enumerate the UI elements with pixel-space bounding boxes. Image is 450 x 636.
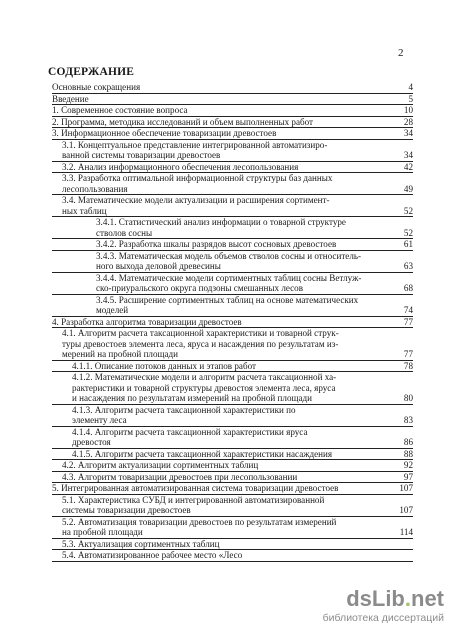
toc-entry-line: 4.1.3. Алгоритм расчета таксационной характеристики по [72, 404, 296, 415]
toc-entry-line: 5. Интегрированная автоматизированная система товаризации древостоев [52, 483, 339, 493]
toc-entry-page: 97 [403, 471, 413, 482]
toc-entry-line: мерений на пробной площади [62, 349, 179, 359]
toc-entry [52, 449, 413, 461]
toc-entry [52, 539, 413, 551]
toc-entry-title [52, 405, 401, 426]
toc-entry-page: 52 [403, 227, 413, 238]
toc-entry-line: ных таблиц [62, 205, 107, 216]
toc-entry-page: 80 [403, 393, 413, 403]
dslib-watermark [323, 588, 444, 624]
toc-entry-title [52, 217, 401, 238]
toc-entry [52, 140, 413, 162]
toc-entry-line: ного выхода деловой древесины [96, 261, 221, 271]
toc-entry-line: элементу леса [72, 415, 127, 425]
toc-entry-line: 4.1.2. Математические модели и алгоритм расчета таксационной ха- [72, 372, 337, 382]
toc-entry-line: рактеристики и товарной структуры древостоя элемента леса, яруса [72, 382, 336, 393]
toc-entry-line: 3.4.4. Математические модели сортиментных таблиц сосны Ветлуж- [96, 272, 362, 283]
toc-entry-page: 83 [403, 415, 413, 425]
table-of-contents [52, 82, 413, 562]
toc-entry-line: Основные сокращения [52, 82, 141, 92]
toc-entry [52, 195, 413, 217]
toc-entry-page: 86 [403, 437, 413, 447]
toc-entry-page: 5 [408, 93, 413, 104]
toc-entry-line: 4. Разработка алгоритма товаризации древостоев [52, 316, 242, 327]
toc-entry [52, 472, 413, 484]
toc-entry-title [52, 539, 410, 550]
toc-entry-line: 3.1. Концептуальное представление интегрированной автоматизиро- [62, 139, 328, 150]
toc-entry-line: лесопользования [62, 183, 128, 194]
toc-entry-title [52, 472, 401, 483]
toc-entry-title [52, 427, 401, 448]
toc-entry-page: 68 [403, 283, 413, 293]
toc-entry [52, 427, 413, 449]
toc-entry-title [52, 117, 401, 128]
toc-entry-page: 10 [403, 105, 413, 115]
toc-entry [52, 117, 413, 129]
toc-entry-line: моделей [96, 305, 129, 315]
toc-entry-line: 3.2. Анализ информационного обеспечения лесопользования [62, 161, 299, 172]
toc-entry-line: 4.1.5. Алгоритм расчета таксационной характеристики насаждения [72, 448, 333, 459]
toc-entry [52, 82, 413, 94]
toc-entry-title [52, 162, 401, 173]
toc-entry [52, 239, 413, 251]
toc-entry [52, 550, 413, 562]
toc-entry [52, 495, 413, 517]
toc-entry-title [52, 82, 405, 93]
toc-entry-page: 77 [403, 316, 413, 327]
toc-entry-page: 74 [403, 305, 413, 315]
toc-entry-title [52, 173, 401, 194]
toc-entry-page: 114 [399, 527, 413, 537]
toc-entry-line: 4.2. Алгоритм актуализации сортиментных таблиц [62, 460, 259, 470]
toc-entry-title [52, 251, 401, 272]
toc-entry-title [52, 361, 401, 372]
toc-entry-title [52, 94, 405, 105]
toc-entry-page: 78 [403, 360, 413, 371]
watermark-logo: dsLib.net [346, 586, 444, 611]
toc-entry [52, 317, 413, 329]
toc-entry-page: 52 [403, 205, 413, 216]
toc-entry-line: 4.3. Алгоритм товаризации древостоев при лесопользовании [62, 471, 298, 482]
toc-entry-line: 2. Программа, методика исследований и объем выполненных работ [52, 116, 314, 127]
toc-entry [52, 94, 413, 106]
toc-entry [52, 105, 413, 117]
toc-entry-line: 4.1. Алгоритм расчета таксационной характеристики и товарной струк- [62, 328, 339, 338]
toc-entry [52, 251, 413, 273]
toc-entry-line: и насаждения по результатам измерений на пробной площади [72, 393, 313, 403]
toc-entry [52, 372, 413, 405]
toc-entry-title [52, 460, 401, 471]
toc-entry-title [52, 239, 401, 250]
toc-entry [52, 483, 413, 495]
toc-entry-title [52, 495, 396, 516]
toc-entry-line: 5.2. Автоматизация товаризации древостоев по результатам измерений [62, 516, 337, 527]
toc-entry-page: 92 [403, 460, 413, 470]
toc-entry [52, 328, 413, 361]
toc-entry-title [52, 140, 401, 161]
toc-entry-title [52, 105, 401, 116]
toc-entry-page: 42 [403, 161, 413, 172]
toc-entry-line: Введение [52, 93, 89, 104]
toc-entry [52, 405, 413, 427]
toc-entry-page: 4 [408, 82, 413, 92]
toc-entry-title [52, 483, 396, 494]
toc-entry-title [52, 128, 401, 139]
toc-entry-line: 3.4. Математические модели актуализации и расширения сортимент- [62, 195, 330, 205]
toc-entry-page: 49 [403, 183, 413, 194]
toc-entry-line: стволов сосны [96, 227, 153, 238]
toc-entry-line: 3.4.1. Статистический анализ информации о товарной структуре [96, 217, 346, 227]
toc-entry-line: 1. Современное состояние вопроса [52, 105, 188, 115]
toc-entry-title [52, 550, 410, 561]
toc-entry [52, 460, 413, 472]
toc-entry-title [52, 517, 397, 538]
toc-entry [52, 173, 413, 195]
toc-entry-line: 3. Информационное обеспечение товаризации древостоев [52, 128, 277, 138]
toc-entry-line: на пробной площади [62, 527, 143, 537]
toc-entry-line: системы товаризации древостоев [62, 505, 191, 515]
toc-entry [52, 273, 413, 295]
toc-entry [52, 361, 413, 373]
page-number: 2 [398, 47, 404, 59]
toc-entry [52, 217, 413, 239]
toc-entry [52, 128, 413, 140]
toc-entry-title [52, 295, 401, 316]
toc-entry-page: 107 [399, 483, 413, 493]
toc-entry-title [52, 195, 401, 216]
toc-entry-line: ванной системы товаризации древостоев [62, 150, 221, 160]
toc-entry [52, 517, 413, 539]
toc-entry-title [52, 317, 401, 328]
toc-entry-page: 28 [403, 116, 413, 127]
toc-entry-page: 61 [403, 239, 413, 249]
toc-entry-line: 4.1.4. Алгоритм расчета таксационной характеристики яруса [72, 426, 308, 437]
toc-entry-line: 5.4. Автоматизированное рабочее место «Лесо [62, 550, 243, 560]
toc-entry-page: 88 [403, 448, 413, 459]
toc-entry-page: 34 [403, 128, 413, 138]
toc-entry-line: ско-приуральского округа подзоны смешанных лесов [96, 283, 304, 293]
toc-entry-line: 5.3. Актуализация сортиментных таблиц [62, 538, 220, 549]
toc-entry-line: 3.3. Разработка оптимальной информационной структуры баз данных [62, 173, 333, 183]
toc-entry-title [52, 273, 401, 294]
toc-entry-page: 34 [403, 150, 413, 160]
toc-entry-line: туры древостоев элемента леса, яруса и насаждения по результатам из- [62, 338, 339, 349]
toc-heading: СОДЕРЖАНИЕ [48, 66, 135, 78]
toc-entry-title [52, 328, 401, 360]
toc-entry-title [52, 372, 401, 404]
toc-entry-line: 4.1.1. Описание потоков данных и этапов работ [72, 360, 256, 371]
toc-entry-line: 5.1. Характеристика СУБД и интегрированной автоматизированной [62, 494, 325, 505]
toc-entry-page: 77 [403, 349, 413, 359]
watermark-tagline: библиотека диссертаций [322, 612, 444, 624]
toc-entry-line: 3.4.2. Разработка шкалы разрядов высот сосновых древостоев [96, 239, 337, 249]
toc-entry-page: 63 [403, 261, 413, 271]
toc-entry-line: 3.4.3. Математическая модель объемов стволов сосны и относитель- [96, 250, 362, 261]
toc-entry [52, 295, 413, 317]
toc-entry-page: 107 [399, 505, 413, 515]
toc-entry [52, 162, 413, 174]
toc-entry-line: древостоя [72, 437, 111, 447]
toc-entry-title [52, 449, 401, 460]
toc-entry-line: 3.4.5. Расширение сортиментных таблиц на основе математических [96, 294, 359, 305]
